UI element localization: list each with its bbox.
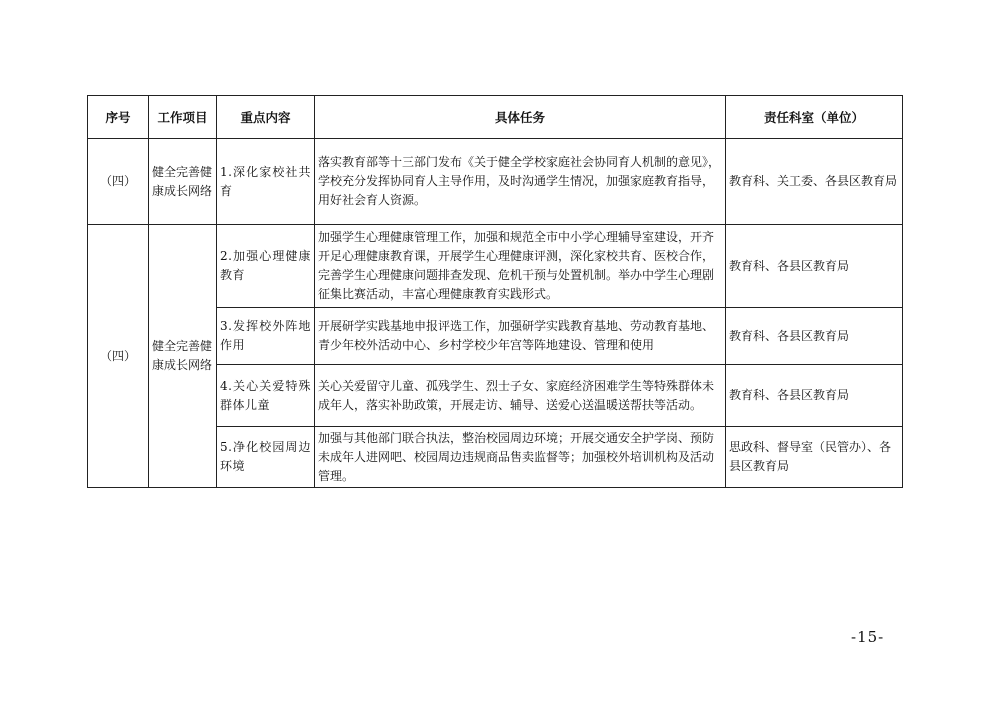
focus-cell: 3.发挥校外阵地作用 (217, 308, 315, 365)
header-task: 具体任务 (315, 96, 726, 139)
page-number: -15- (851, 628, 885, 646)
task-cell: 关心关爱留守儿童、孤残学生、烈士子女、家庭经济困难学生等特殊群体未成年人，落实补助政策，开展走访、辅导、送爱心送温暖送帮扶等活动。 (315, 365, 726, 427)
dept-cell: 教育科、各县区教育局 (726, 308, 903, 365)
focus-cell: 5.净化校园周边环境 (217, 427, 315, 488)
focus-cell: 2.加强心理健康教育 (217, 225, 315, 308)
dept-cell: 教育科、各县区教育局 (726, 365, 903, 427)
dept-cell: 思政科、督导室（民管办）、各县区教育局 (726, 427, 903, 488)
table-row (88, 139, 903, 225)
focus-cell: 4.关心关爱特殊群体儿童 (217, 365, 315, 427)
task-cell: 开展研学实践基地申报评选工作，加强研学实践教育基地、劳动教育基地、青少年校外活动中心、乡村学校少年宫等阵地建设、管理和使用 (315, 308, 726, 365)
table-row (88, 225, 903, 308)
table-header-row (88, 96, 903, 139)
header-project: 工作项目 (149, 96, 217, 139)
focus-cell: 1.深化家校社共育 (217, 139, 315, 225)
task-table (87, 95, 903, 488)
task-cell: 加强学生心理健康管理工作，加强和规范全市中小学心理辅导室建设，开齐开足心理健康教育课，开展学生心理健康评测，深化家校共育、医校合作，完善学生心理健康问题排查发现、危机干预与处置机制。举办中学生心理剧征集比赛活动，丰富心理健康教育实践形式。 (315, 225, 726, 308)
header-seq: 序号 (88, 96, 149, 139)
dept-cell: 教育科、各县区教育局 (726, 225, 903, 308)
header-dept: 责任科室（单位） (726, 96, 903, 139)
project-cell: 健全完善健康成长网络 (149, 139, 217, 225)
seq-cell: （四） (88, 225, 149, 488)
task-cell: 加强与其他部门联合执法，整治校园周边环境；开展交通安全护学岗、预防未成年人进网吧、校园周边违规商品售卖监督等；加强校外培训机构及活动管理。 (315, 427, 726, 488)
seq-cell: （四） (88, 139, 149, 225)
project-cell: 健全完善健康成长网络 (149, 225, 217, 488)
task-cell: 落实教育部等十三部门发布《关于健全学校家庭社会协同育人机制的意见》，学校充分发挥协同育人主导作用，及时沟通学生情况，加强家庭教育指导，用好社会育人资源。 (315, 139, 726, 225)
dept-cell: 教育科、关工委、各县区教育局 (726, 139, 903, 225)
header-focus: 重点内容 (217, 96, 315, 139)
